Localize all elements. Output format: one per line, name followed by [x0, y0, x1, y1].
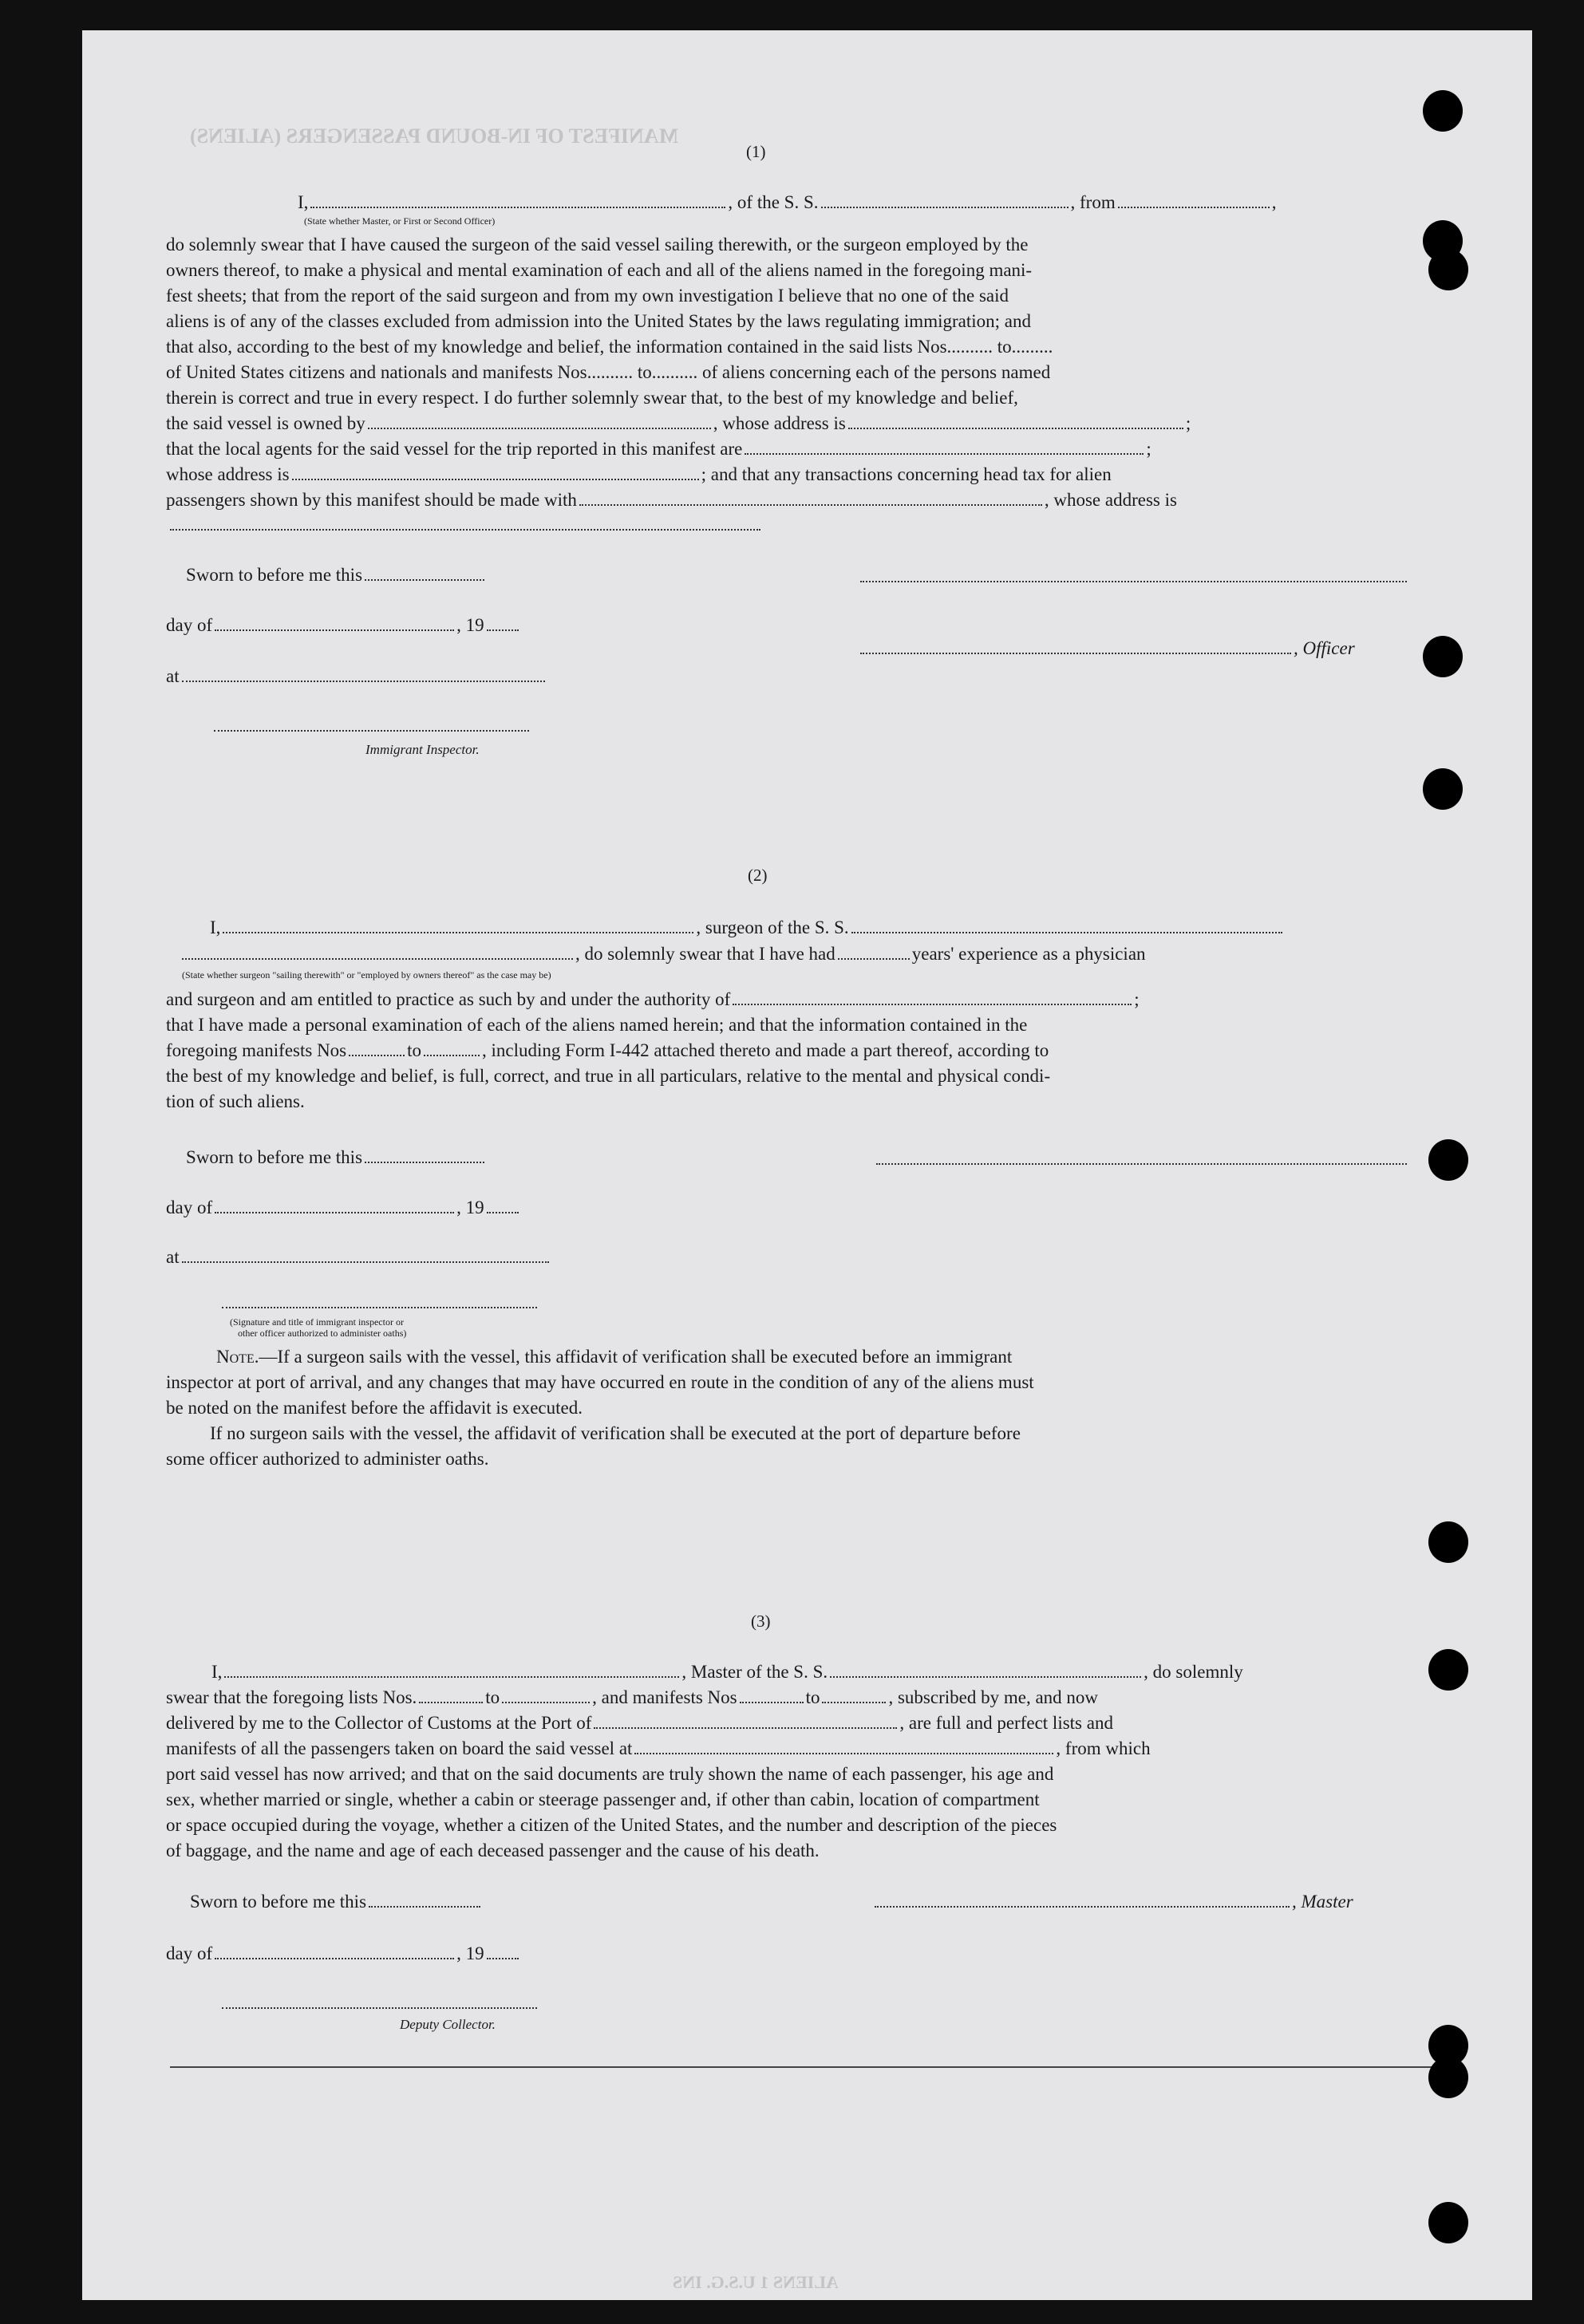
note-paragraph-5: some officer authorized to administer oaths. — [166, 1449, 489, 1469]
punch-hole — [1428, 2057, 1468, 2098]
section-3-sworn: Sworn to before me this — [190, 1892, 483, 1912]
section-1-officer-signature: , Officer — [858, 638, 1355, 659]
bleed-through-header: MANIFEST OF IN-BOUND PASSENGERS (ALIENS) — [190, 124, 679, 148]
section-1-body-6: of United States citizens and nationals and manifests Nos.......... to.......... of aliens concerning each of the persons named — [166, 362, 1051, 382]
section-3-day-of: day of , 19 — [166, 1943, 521, 1964]
section-2-body-2: foregoing manifests Nos to , including Form I-442 attached thereto and made a part thereof, according to — [166, 1040, 1049, 1060]
punch-hole — [1428, 249, 1468, 290]
section-2-number: (2) — [748, 866, 768, 885]
section-3-body-1: port said vessel has now arrived; and that on the said documents are truly shown the name of each passenger, his age and — [166, 1764, 1054, 1784]
note-paragraph-1: Note.—If a surgeon sails with the vessel, this affidavit of verification shall be executed before an immigrant — [216, 1347, 1013, 1367]
punch-hole — [1428, 1521, 1468, 1563]
note-paragraph-3: be noted on the manifest before the affidavit is executed. — [166, 1398, 583, 1418]
section-3-master-signature: , Master — [872, 1892, 1353, 1912]
deputy-collector-caption: Deputy Collector. — [400, 2017, 496, 2032]
section-2-inspector-line — [222, 1307, 537, 1308]
section-1-at: at — [166, 666, 547, 687]
section-2-sworn: Sworn to before me this — [186, 1147, 487, 1168]
bottom-rule — [170, 2066, 1447, 2068]
punch-hole — [1423, 768, 1463, 810]
signature-title-caption-1: (Signature and title of immigrant inspector or — [230, 1316, 404, 1328]
section-3-port-line: delivered by me to the Collector of Customs at the Port of , are full and perfect lists and — [166, 1713, 1113, 1733]
punch-hole — [1423, 90, 1463, 132]
deputy-collector-line — [222, 2007, 537, 2009]
local-agents-line: that the local agents for the said vessel for the trip reported in this manifest are ; — [166, 439, 1151, 459]
section-3-body-3: or space occupied during the voyage, whether a citizen of the United States, and the number and description of the pieces — [166, 1815, 1057, 1835]
section-1-signature-top-line — [860, 581, 1407, 582]
note-paragraph-2: inspector at port of arrival, and any changes that may have occurred en route in the condition of any of the aliens must — [166, 1372, 1034, 1392]
section-2-body-4: tion of such aliens. — [166, 1091, 305, 1111]
immigrant-inspector-caption: Immigrant Inspector. — [365, 742, 480, 757]
section-2-body-3: the best of my knowledge and belief, is full, correct, and true in all particulars, relative to the mental and physical condi- — [166, 1066, 1051, 1086]
section-2-surgeon-line: I, , surgeon of the S. S. — [210, 917, 1285, 938]
section-2-day-of: day of , 19 — [166, 1198, 521, 1218]
section-1-body-2: owners thereof, to make a physical and mental examination of each and all of the aliens named in the foregoing mani- — [166, 260, 1033, 280]
agent-address-line: whose address is ; and that any transactions concerning head tax for alien — [166, 464, 1112, 484]
section-1-body-5: that also, according to the best of my knowledge and belief, the information contained in the said lists Nos.......... to......... — [166, 337, 1053, 357]
section-1-body-3: fest sheets; that from the report of the said surgeon and from my own investigation I believe that no one of the said — [166, 286, 1009, 306]
section-3-number: (3) — [751, 1612, 771, 1631]
punch-hole — [1423, 636, 1463, 677]
vessel-owner-line: the said vessel is owned by , whose address is ; — [166, 413, 1191, 433]
head-tax-line: passengers shown by this manifest should be made with , whose address is — [166, 490, 1177, 510]
section-3-body-2: sex, whether married or single, whether a cabin or steerage passenger and, if other than cabin, location of compartment — [166, 1789, 1040, 1809]
signature-title-caption-2: other officer authorized to administer oaths) — [238, 1328, 407, 1339]
note-paragraph-4: If no surgeon sails with the vessel, the affidavit of verification shall be executed at the port of departure before — [210, 1423, 1021, 1443]
section-3-boarding-line: manifests of all the passengers taken on board the said vessel at , from which — [166, 1738, 1151, 1758]
section-2-at: at — [166, 1247, 551, 1268]
punch-hole — [1428, 1139, 1468, 1181]
section-1-body-7: therein is correct and true in every respect. I do further solemnly swear that, to the best of my knowledge and belief, — [166, 388, 1018, 408]
address-fill-line — [170, 529, 760, 531]
section-2-signature-line — [876, 1163, 1407, 1165]
section-1-body-4: aliens is of any of the classes excluded from admission into the United States by the laws regulating immigration; and — [166, 311, 1031, 331]
section-3-master-line: I, , Master of the S. S. , do solemnly — [211, 1662, 1243, 1682]
section-2-authority-line: and surgeon and am entitled to practice as such by and under the authority of ; — [166, 989, 1140, 1009]
section-3-lists-line: swear that the foregoing lists Nos. to , and manifests Nos to , subscribed by me, and now — [166, 1687, 1099, 1707]
document-page — [82, 30, 1532, 2300]
punch-hole — [1428, 2202, 1468, 2243]
section-1-sworn: Sworn to before me this — [186, 565, 487, 586]
section-2-experience-line: , do solemnly swear that I have had years' experience as a physician — [180, 944, 1146, 965]
officer-rank-caption: (State whether Master, or First or Second Officer) — [304, 215, 496, 227]
section-1-day-of: day of , 19 — [166, 615, 521, 636]
inspector-signature-line — [214, 730, 529, 732]
section-1-number: (1) — [746, 142, 766, 161]
surgeon-status-caption: (State whether surgeon "sailing therewith" or "employed by owners thereof" as the case may be) — [182, 969, 551, 980]
section-1-body-1: do solemnly swear that I have caused the surgeon of the said vessel sailing therewith, or the surgeon employed by the — [166, 235, 1029, 254]
section-2-body-1: that I have made a personal examination of each of the aliens named herein; and that the information contained in the — [166, 1015, 1028, 1035]
bleed-through-footer: ALIENS 1 U.S.G. INS — [673, 2272, 839, 2292]
punch-hole — [1428, 1649, 1468, 1691]
section-1-officer-line: I, , of the S. S. , from , — [298, 192, 1277, 212]
section-3-body-4: of baggage, and the name and age of each deceased passenger and the cause of his death. — [166, 1841, 820, 1860]
